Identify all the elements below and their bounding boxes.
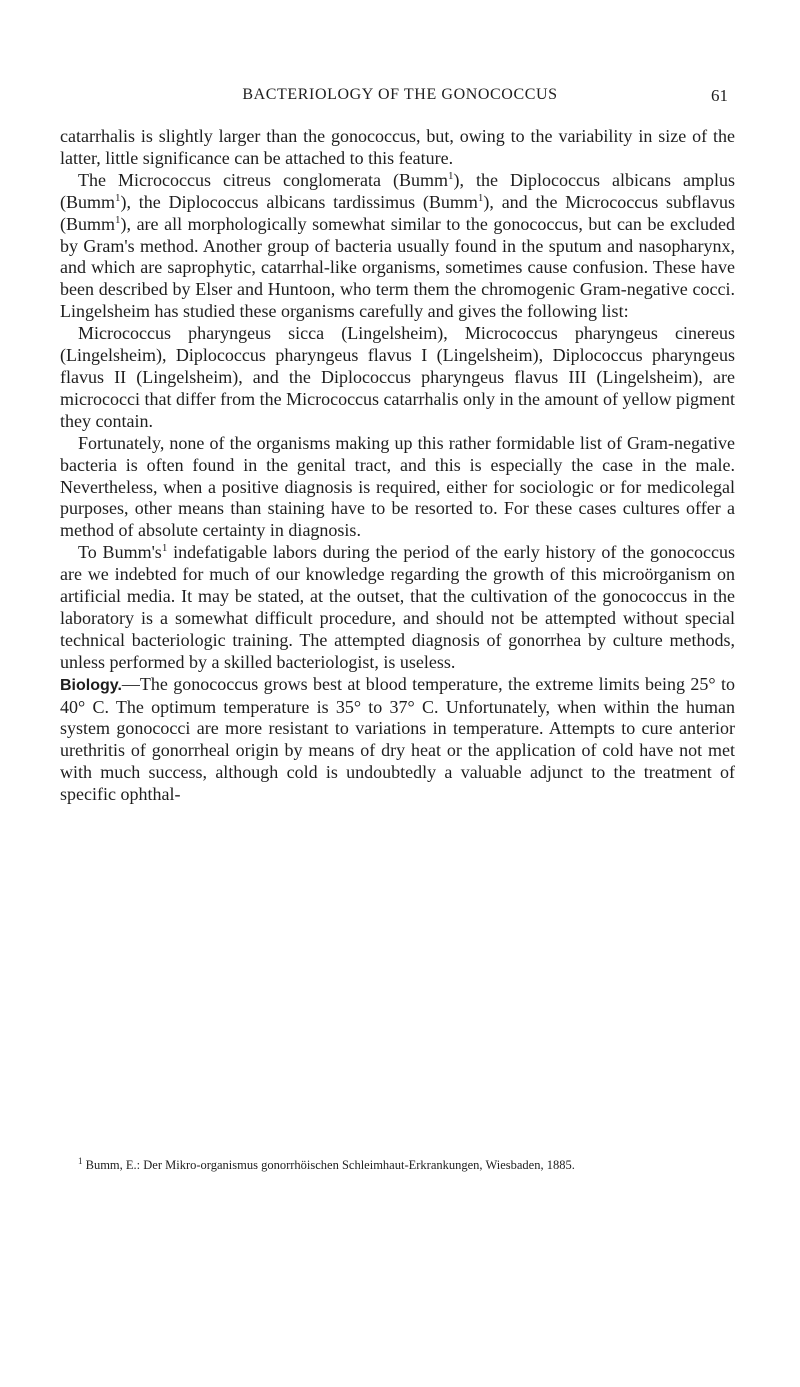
page-number: 61 <box>711 86 728 105</box>
running-head: BACTERIOLOGY OF THE GONOCOCCUS <box>242 86 558 103</box>
footnote-ref: 1 <box>447 169 454 182</box>
body-text <box>60 126 735 806</box>
footnote-ref: 1 <box>115 191 121 204</box>
paragraph-1: catarrhalis is slightly larger than the gonococcus, but, owing to the variability in size of the latter, little significance can be attached to this feature. <box>60 126 735 168</box>
footnote-mark: 1 <box>78 1155 83 1166</box>
footnote <box>60 1155 735 1173</box>
paragraph-biology: Biology.—The gonococcus grows best at blood temperature, the extreme limits being 25° to 40° C. The optimum temperature is 35° to 37° C. Unfortunately, when within the human system gonococci are more resistant to variations in temperature. Attempts to cure anterior urethritis of gonorrheal origin by means of dry heat or the application of cold have not met with much success, although cold is undoubtedly a valuable adjunct to the treatment of specific ophthal- <box>60 673 735 805</box>
paragraph-2: The Micrococcus citreus conglomerata (Bumm$^1$), the Diplococcus albicans amplus (Bumm$^1$), the Diplococcus albicans tardissimus (Bumm$^1$), and the Micrococcus subflavus (Bumm$^1$), are all morphologically somewhat similar to the gonococcus, but can be excluded by Gram's method. Another group of bacteria usually found in the sputum and nasopharynx, and which are saprophytic, catarrhal-like organisms, sometimes cause confusion. These have been described by Elser and Huntoon, who term them the chromogenic Gram-negative cocci. Lingelsheim has studied these organisms carefully and gives the following list: <box>60 169 735 322</box>
paragraph-5: To $Bumm's^1$ indefatigable labors during the period of the early history of the gonococcus are we indebted for much of our knowledge regarding the growth of this microörganism on artificial media. It may be stated, at the outset, that the cultivation of the gonococcus in the laboratory is a somewhat difficult procedure, and should not be attempted without special technical bacteriologic training. The attempted diagnosis of gonorrhea by culture methods, unless performed by a skilled bacteriologist, is useless. <box>60 542 735 672</box>
paragraph-3: Micrococcus pharyngeus sicca (Lingelsheim), Micrococcus pharyngeus cinereus (Lingelsheim), Diplococcus pharyngeus flavus I (Lingelsheim), Diplococcus pharyngeus flavus II (Lingelsheim), and the Diplococcus pharyngeus flavus III (Lingelsheim), are micrococci that differ from the Micrococcus catarrhalis only in the amount of yellow pigment they contain. <box>60 323 735 431</box>
page-header <box>0 86 800 108</box>
footnote-ref: 1 <box>161 542 168 555</box>
footnote-text: Bumm, E.: Der Mikro-organismus gonorrhöischen Schleimhaut-Erkrankungen, Wiesbaden, 1885. <box>82 1158 575 1172</box>
footnote-ref: 1 <box>115 213 121 226</box>
footnote-ref: 1 <box>477 191 484 204</box>
section-label: Biology. <box>60 676 122 694</box>
paragraph-4: Fortunately, none of the organisms making up this rather formidable list of Gram-negative bacteria is often found in the genital tract, and this is especially the case in the male. Nevertheless, when a positive diagnosis is required, either for sociologic or for medicolegal purposes, other means than staining have to be resorted to. For these cases cultures offer a method of absolute certainty in diagnosis. <box>60 432 735 541</box>
